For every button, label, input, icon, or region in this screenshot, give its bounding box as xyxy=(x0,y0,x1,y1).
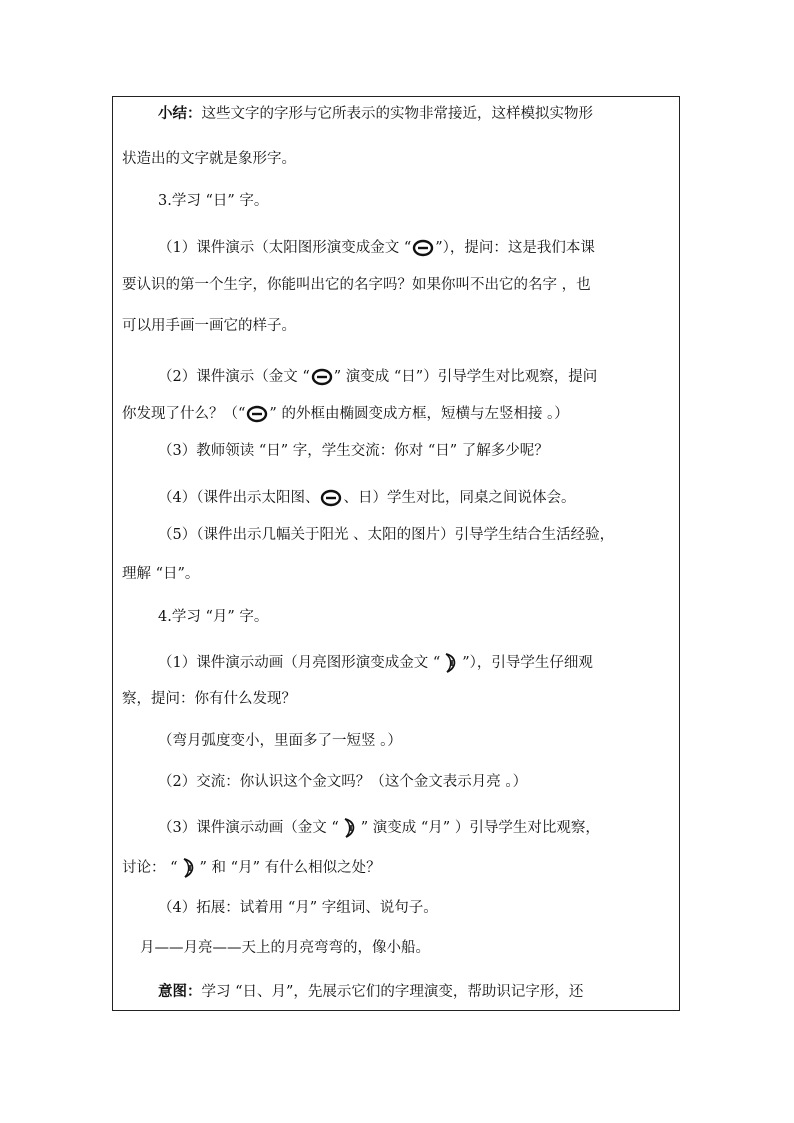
ri-1-text-a: （1）课件演示（太阳图形演变成金文 “ xyxy=(158,240,412,256)
yue-1-text-a: （1）课件演示动画（月亮图形演变成金文 “ xyxy=(158,655,441,671)
ri-4 xyxy=(122,488,710,508)
ri-1-line-2: 要认识的第一个生字，你能叫出它的名字吗？如果你叫不出它的名字 ，也 xyxy=(122,277,591,293)
yue-3-line-1 xyxy=(122,817,710,839)
yue-1-line-1 xyxy=(122,652,710,674)
yue-3-text-d: ” 和 “月” 有什么相似之处？ xyxy=(199,860,381,876)
yue-1-text-b: ”），引导学生仔细观 xyxy=(462,655,593,671)
jinwen-ri-icon xyxy=(311,367,333,387)
ri-2-text-c: 你发现了什么？（“ xyxy=(122,406,246,422)
yue-3-text-b: ” 演变成 “月” ）引导学生对比观察， xyxy=(360,820,600,836)
ri-2-line-1 xyxy=(122,367,710,387)
jinwen-ri-icon xyxy=(320,488,342,508)
jinwen-ri-icon xyxy=(246,404,268,424)
ri-5-line-1: （5）（课件出示几幅关于阳光 、太阳的图片）引导学生结合生活经验， xyxy=(158,527,615,543)
jinwen-yue-icon xyxy=(441,652,461,674)
heading-yue: 4.学习 “月” 字。 xyxy=(158,609,269,625)
ri-4-text-a: （4）（课件出示太阳图、 xyxy=(158,490,320,506)
ri-1-line-1 xyxy=(122,238,710,258)
yue-2: （2）交流：你认识这个金文吗？（这个金文表示月亮 。） xyxy=(158,774,528,790)
ri-2-line-2 xyxy=(122,404,674,424)
yue-1-line-3: （弯月弧度变小，里面多了一短竖 。） xyxy=(158,733,402,749)
ri-2-text-b: ” 演变成 “日”）引导学生对比观察，提问 xyxy=(333,369,598,385)
ri-3: （3）教师领读 “日” 字，学生交流：你对 “日” 了解多少呢？ xyxy=(158,443,549,459)
summary-line-2: 状造出的文字就是象形字。 xyxy=(122,151,296,167)
intent-label: 意图： xyxy=(158,983,202,1000)
ri-4-text-b: 、日）学生对比，同桌之间说体会。 xyxy=(343,490,576,506)
intent-line xyxy=(122,982,674,1002)
ri-2-text-d: ” 的外框由椭圆变成方框，短横与左竖相接 。） xyxy=(269,406,569,422)
yue-4: （4）拓展：试着用 “月” 字组词、说句子。 xyxy=(158,900,438,916)
ri-1-text-b: ”），提问：这是我们本课 xyxy=(435,240,595,256)
intent-text: 学习 “日、月”，先展示它们的字理演变，帮助识记字形，还 xyxy=(201,984,584,1000)
yue-3-text-c: 讨论： “ xyxy=(122,860,178,876)
heading-ri: 3.学习 “日” 字。 xyxy=(158,193,269,209)
jinwen-yue-icon xyxy=(179,857,199,879)
yue-example: 月——月亮——天上的月亮弯弯的，像小船。 xyxy=(140,940,430,956)
summary-line-1 xyxy=(122,104,674,124)
jinwen-yue-icon xyxy=(340,817,360,839)
yue-3-text-a: （3）课件演示动画（金文 “ xyxy=(158,820,339,836)
ri-1-line-3: 可以用手画一画它的样子。 xyxy=(122,318,296,334)
summary-label: 小结： xyxy=(158,105,202,122)
yue-1-line-2: 察，提问：你有什么发现？ xyxy=(122,691,296,707)
jinwen-ri-icon xyxy=(412,238,434,258)
ri-2-text-a: （2）课件演示（金文 “ xyxy=(158,369,310,385)
yue-3-line-2 xyxy=(122,857,674,879)
ri-5-line-2: 理解 “日”。 xyxy=(122,566,200,582)
summary-text-1: 这些文字的字形与它所表示的实物非常接近，这样模拟实物形 xyxy=(201,106,593,122)
